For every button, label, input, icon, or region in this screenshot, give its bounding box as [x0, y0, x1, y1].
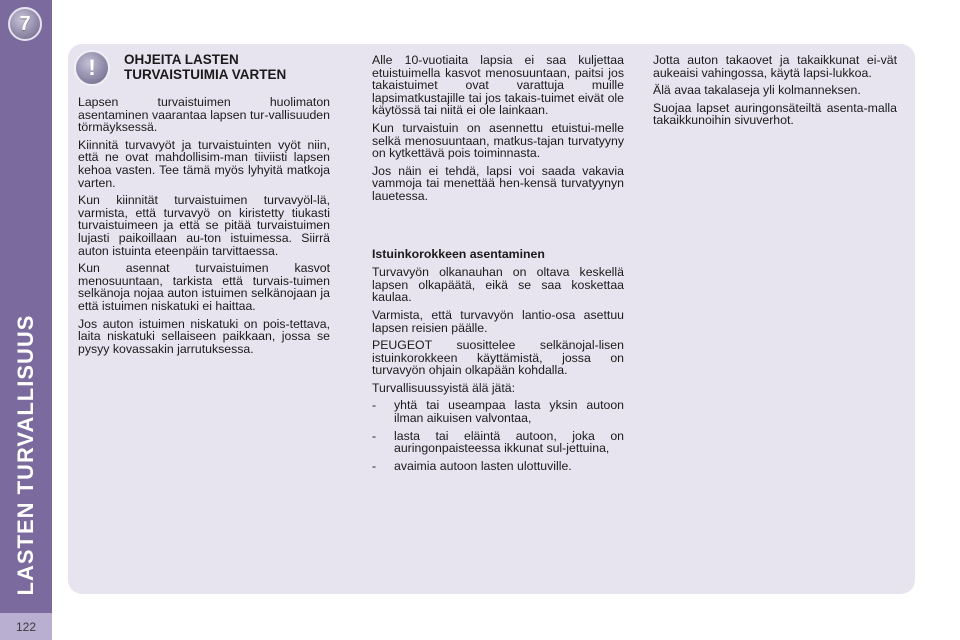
column-1: [78, 96, 330, 360]
list-item-text: yhtä tai useampaa lasta yksin autoon ilman aikuisen valvontaa,: [394, 398, 624, 426]
paragraph: Kun asennat turvaistuimen kasvot menosuuntaan, tarkista että turvais-tuimen selkänoja nojaa auton istuimen selkänojaan ja että istuimen niskatuki ei haittaa.: [78, 261, 330, 313]
paragraph: Kun kiinnität turvaistuimen turvavyöl-lä, varmista, että turvavyö on kiristetty tiukasti turvaistuimeen ja että se pitää turvaistuimen lujasti paikoillaan au-ton istuimessa. Siirrä auton istuinta eteenpäin tarvittaessa.: [78, 193, 330, 258]
list-marker: -: [372, 398, 377, 413]
paragraph: Turvavyön olkanauhan on oltava keskellä lapsen olkapäätä, eikä se saa koskettaa kaulaa.: [372, 265, 624, 305]
column-3: [653, 54, 897, 132]
paragraph: Kun turvaistuin on asennettu etuistui-melle selkä menosuuntaan, matkus-tajan turvatyyny on kytkettävä pois toiminnasta.: [372, 120, 624, 161]
paragraph: Jotta auton takaovet ja takaikkunat ei-vät aukeaisi vahingossa, käytä lapsi-lukkoa.: [653, 53, 897, 80]
paragraph: Alle 10-vuotiaita lapsia ei saa kuljettaa etuistuimella kasvot menosuuntaan, paitsi jos takaistuimet ovat varattuja muille lapsimatkustajille tai jos takais-tuimet eivät ole käytössä tai niitä ei ole lainkaan.: [372, 53, 624, 118]
list-marker: -: [372, 458, 377, 473]
subheading: Istuinkorokkeen asentaminen: [372, 246, 545, 261]
list-marker: -: [372, 428, 377, 443]
list-item-text: lasta tai eläintä autoon, joka on auringonpaisteessa ikkunat sul-jettuina,: [394, 428, 624, 456]
list-item: [372, 399, 624, 424]
chapter-sidebar: [0, 0, 52, 640]
paragraph: Jos näin ei tehdä, lapsi voi saada vakavia vammoja tai menettää hen-kensä turvatyynyn lauetessa.: [372, 163, 624, 203]
spacer: [372, 208, 624, 248]
paragraph: Jos auton istuimen niskatuki on pois-tettava, laita niskatuki sellaiseen paikkaan, jossa se pysyy kovassakin jarrutuksessa.: [78, 316, 330, 356]
paragraph: Suojaa lapset auringonsäteiltä asenta-malla takaikkunoihin sivuverhot.: [653, 100, 897, 128]
warning-symbol: !: [88, 55, 96, 80]
section-title: OHJEITA LASTEN TURVAISTUIMIA VARTEN: [124, 52, 287, 82]
paragraph: Lapsen turvaistuimen huolimaton asentaminen vaarantaa lapsen tur-vallisuuden törmäyksessä.: [78, 95, 330, 135]
column-2: [372, 54, 624, 477]
paragraph: Älä avaa takalaseja yli kolmanneksen.: [653, 83, 861, 98]
safety-list: [372, 399, 624, 472]
paragraph: Varmista, että turvavyön lantio-osa asettuu lapsen reisien päälle.: [372, 307, 624, 335]
chapter-number-badge: [8, 7, 42, 41]
list-item: [372, 430, 624, 455]
paragraph: PEUGEOT suosittelee selkänojal-lisen istuinkorokkeen käyttämistä, jossa on turvavyön ohjain olkapään kohdalla.: [372, 338, 624, 378]
list-item-text: avaimia autoon lasten ulottuville.: [394, 458, 572, 473]
page-number: 122: [0, 613, 52, 640]
paragraph: Turvallisuussyistä älä jätä:: [372, 380, 516, 395]
chapter-title: LASTEN TURVALLISUUS: [13, 314, 38, 596]
chapter-number: 7: [19, 13, 31, 35]
paragraph: Kiinnitä turvavyöt ja turvaistuinten vyöt niin, että ne ovat mahdollisim-man tiiviisti lapsen kehoa vasten. Tee tämä myös lyhyitä matkoja varten.: [78, 137, 330, 190]
warning-icon: [74, 50, 110, 86]
list-item: [372, 460, 624, 473]
